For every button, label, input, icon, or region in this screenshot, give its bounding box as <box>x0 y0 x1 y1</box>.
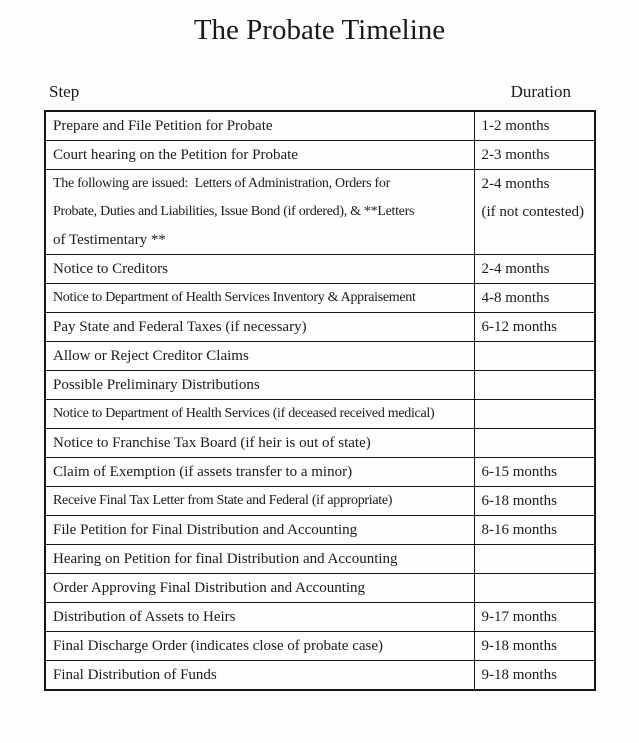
duration-cell <box>474 458 595 487</box>
duration-cell-text: 4-8 months <box>481 290 550 306</box>
step-cell <box>45 516 474 545</box>
step-cell <box>45 400 474 429</box>
step-cell <box>45 458 474 487</box>
table-row <box>45 342 595 371</box>
step-cell-text: Hearing on Petition for final Distribution and Accounting <box>53 551 398 567</box>
probate-timeline-table <box>44 110 596 691</box>
duration-cell <box>474 111 595 141</box>
document-title: The Probate Timeline <box>193 14 446 46</box>
duration-cell <box>474 603 595 632</box>
step-cell <box>45 603 474 632</box>
table-row <box>45 574 595 603</box>
step-cell <box>45 170 474 255</box>
duration-cell <box>474 429 595 458</box>
table-row <box>45 371 595 400</box>
step-cell-text: of Testimentary ** <box>53 232 166 248</box>
step-cell <box>45 255 474 284</box>
duration-cell <box>474 284 595 313</box>
duration-cell-text <box>482 545 588 573</box>
step-cell-text: Prepare and File Petition for Probate <box>53 118 273 134</box>
step-cell-text: Allow or Reject Creditor Claims <box>53 348 249 364</box>
duration-cell-text <box>482 342 588 370</box>
duration-cell-text <box>482 574 588 602</box>
duration-cell-text: 9-18 months <box>481 667 557 683</box>
step-cell-text: Pay State and Federal Taxes (if necessary) <box>53 319 307 335</box>
step-cell-text: Probate, Duties and Liabilities, Issue Bond (if ordered), & **Letters <box>53 204 415 219</box>
step-cell-text: Receive Final Tax Letter from State and Federal (if appropriate) <box>53 493 393 508</box>
step-cell <box>45 574 474 603</box>
table-row <box>45 545 595 574</box>
table-row <box>45 170 595 255</box>
duration-cell-text: 2-4 months <box>481 261 550 277</box>
table-row <box>45 429 595 458</box>
step-cell <box>45 284 474 313</box>
step-cell-text: The following are issued: Letters of Administration, Orders for <box>53 176 390 191</box>
duration-cell-text: 9-17 months <box>481 609 557 625</box>
duration-cell-text: 1-2 months <box>481 118 550 134</box>
duration-cell <box>474 400 595 429</box>
step-cell-text: File Petition for Final Distribution and Accounting <box>53 522 358 538</box>
table-row <box>45 487 595 516</box>
step-cell-text: Possible Preliminary Distributions <box>53 377 260 393</box>
table-row <box>45 284 595 313</box>
table-row <box>45 255 595 284</box>
duration-cell <box>474 313 595 342</box>
duration-cell-text <box>482 429 588 457</box>
table-row <box>45 516 595 545</box>
duration-cell-text <box>482 371 588 399</box>
duration-cell-text: 6-12 months <box>481 319 557 335</box>
table-row <box>45 141 595 170</box>
duration-cell-text: 6-18 months <box>481 493 557 509</box>
table-row <box>45 603 595 632</box>
table-row <box>45 458 595 487</box>
duration-cell <box>474 516 595 545</box>
duration-cell <box>474 574 595 603</box>
duration-cell <box>474 545 595 574</box>
step-cell <box>45 342 474 371</box>
duration-cell-text: 9-18 months <box>481 638 557 654</box>
timeline-table-body <box>45 111 595 690</box>
table-row <box>45 632 595 661</box>
step-cell <box>45 141 474 170</box>
duration-cell <box>474 632 595 661</box>
duration-cell-text <box>482 400 588 428</box>
duration-cell <box>474 371 595 400</box>
step-cell-text: Notice to Department of Health Services Inventory & Appraisement <box>53 290 416 305</box>
step-cell <box>45 429 474 458</box>
step-cell <box>45 632 474 661</box>
duration-cell <box>474 661 595 691</box>
table-row <box>45 661 595 691</box>
step-column-header: Step <box>49 82 80 101</box>
column-headers <box>44 82 595 102</box>
duration-cell <box>474 487 595 516</box>
step-cell-text: Notice to Franchise Tax Board (if heir is out of state) <box>53 435 371 451</box>
step-cell <box>45 545 474 574</box>
duration-cell-text: 8-16 months <box>481 522 557 538</box>
table-row <box>45 313 595 342</box>
step-cell-text: Court hearing on the Petition for Probate <box>53 147 298 163</box>
step-cell-text: Final Discharge Order (indicates close of probate case) <box>53 638 384 654</box>
duration-cell-text: 2-4 months <box>481 176 550 192</box>
table-row <box>45 400 595 429</box>
step-cell-text: Claim of Exemption (if assets transfer to a minor) <box>53 464 353 480</box>
step-cell-text: Notice to Department of Health Services (if deceased received medical) <box>53 406 435 421</box>
duration-cell-text: (if not contested) <box>481 204 584 220</box>
duration-cell <box>474 255 595 284</box>
table-row <box>45 111 595 141</box>
step-cell <box>45 371 474 400</box>
step-cell-text: Notice to Creditors <box>53 261 168 277</box>
step-cell <box>45 661 474 691</box>
duration-cell <box>474 342 595 371</box>
duration-cell <box>474 141 595 170</box>
step-cell-text: Final Distribution of Funds <box>53 667 217 683</box>
step-cell <box>45 487 474 516</box>
step-cell-text: Distribution of Assets to Heirs <box>53 609 236 625</box>
duration-cell-text: 2-3 months <box>481 147 550 163</box>
step-cell-text: Order Approving Final Distribution and Accounting <box>53 580 366 596</box>
duration-column-header: Duration <box>510 82 571 101</box>
duration-cell-text: 6-15 months <box>481 464 557 480</box>
step-cell <box>45 111 474 141</box>
duration-cell <box>474 170 595 255</box>
step-cell <box>45 313 474 342</box>
